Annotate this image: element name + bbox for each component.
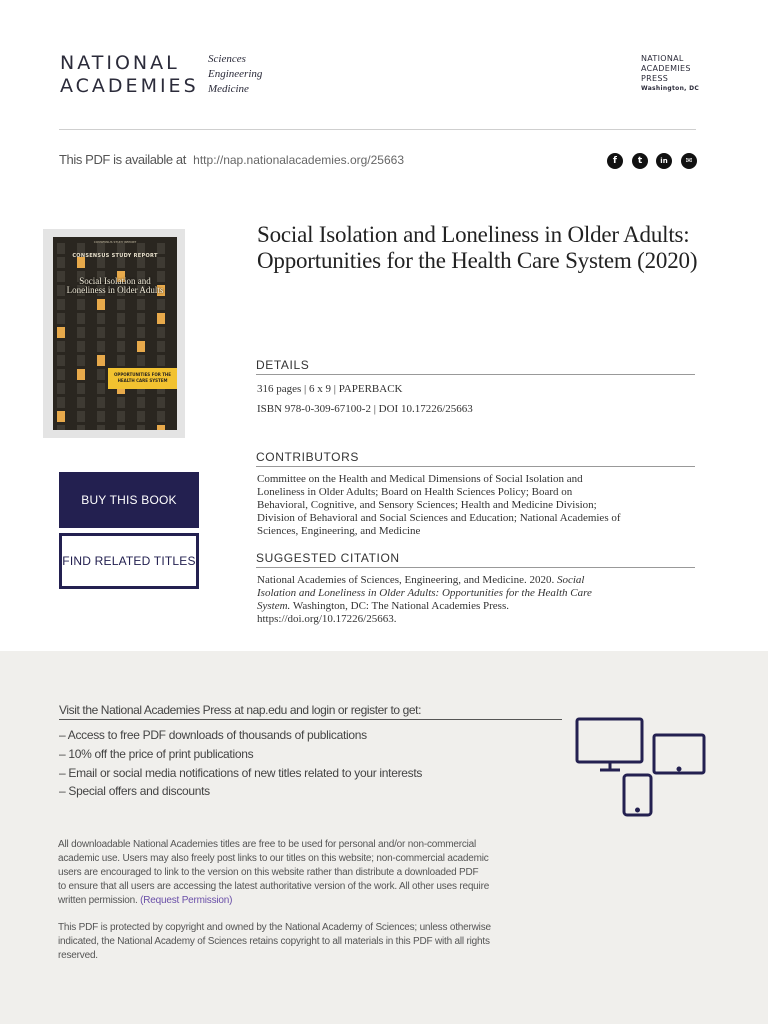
usage-terms-last: written permission. xyxy=(58,895,141,906)
cover-window xyxy=(137,313,145,324)
citation-line-1 xyxy=(257,574,592,587)
citation-line-3 xyxy=(257,600,592,613)
citation-publisher: Washington, DC: The National Academies Press. xyxy=(290,600,509,612)
copyright-line: indicated, the National Academy of Sciences retains copyright to all materials in this PDF with all rights xyxy=(58,936,490,947)
press-logo[interactable] xyxy=(641,54,699,94)
cover-window xyxy=(117,425,125,430)
cover-window xyxy=(77,383,85,394)
visit-nap-text: Visit the National Academies Press at nap.edu and login or register to get: xyxy=(59,703,422,717)
contributors-line: Committee on the Health and Medical Dimensions of Social Isolation and xyxy=(257,473,583,485)
contributors-text xyxy=(257,473,621,538)
press-location: Washington, DC xyxy=(641,85,700,92)
citation-authors: National Academies of Sciences, Engineering, and Medicine. 2020. xyxy=(257,574,557,586)
citation-doi[interactable]: https://doi.org/10.17226/25663. xyxy=(257,613,397,625)
copyright-line: reserved. xyxy=(58,950,98,961)
visit-divider xyxy=(59,719,562,720)
press-line-2: ACADEMIES xyxy=(641,64,691,73)
cover-window xyxy=(97,425,105,430)
cover-window xyxy=(97,327,105,338)
cover-window xyxy=(117,327,125,338)
citation-line-2 xyxy=(257,587,592,600)
cover-kicker: CONSENSUS STUDY REPORT xyxy=(93,240,137,244)
cover-window xyxy=(97,397,105,408)
cover-window xyxy=(117,397,125,408)
logo-line-1: NATIONAL xyxy=(60,52,180,74)
header-divider xyxy=(59,129,696,130)
copyright-notice xyxy=(58,921,573,963)
cover-window xyxy=(117,341,125,352)
benefit-item: – Email or social media notifications of new titles related to your interests xyxy=(59,766,423,780)
cover-window xyxy=(117,313,125,324)
cover-window xyxy=(97,299,105,310)
find-related-titles-label: FIND RELATED TITLES xyxy=(62,536,196,586)
cover-window xyxy=(157,425,165,430)
citation-title-part: Social xyxy=(556,574,585,586)
cover-window xyxy=(137,425,145,430)
citation-heading: SUGGESTED CITATION xyxy=(256,551,400,565)
cover-window xyxy=(157,397,165,408)
logo-sub-medicine: Medicine xyxy=(208,83,249,95)
logo-subtitle xyxy=(208,52,262,97)
cover-window xyxy=(157,313,165,324)
citation-title-part: System. xyxy=(257,600,291,612)
contributors-divider xyxy=(256,466,695,467)
cover-window xyxy=(57,327,65,338)
cover-window xyxy=(57,397,65,408)
cover-window xyxy=(97,369,105,380)
cover-window xyxy=(57,313,65,324)
citation-title-part: Isolation and Loneliness in Older Adults: Opportunities for the Health Care xyxy=(257,587,592,599)
cover-window xyxy=(57,369,65,380)
cover-window xyxy=(97,411,105,422)
copyright-line: This PDF is protected by copyright and owned by the National Academy of Sciences; unless otherwise xyxy=(58,922,491,933)
availability-label: This PDF is available at xyxy=(59,152,186,167)
press-line-1: NATIONAL xyxy=(641,54,684,63)
cover-window xyxy=(77,341,85,352)
cover-window xyxy=(57,341,65,352)
usage-terms-line: All downloadable National Academies titles are free to be used for personal and/or non-commercial xyxy=(58,839,477,850)
buy-this-book-button[interactable]: BUY THIS BOOK xyxy=(59,472,199,528)
cover-window xyxy=(97,313,105,324)
cover-window xyxy=(157,299,165,310)
details-isbn: ISBN 978-0-309-67100-2 | DOI 10.17226/25663 xyxy=(257,403,473,415)
cover-window xyxy=(137,411,145,422)
benefit-item: – Access to free PDF downloads of thousands of publications xyxy=(59,728,367,742)
usage-terms-line: to ensure that all users are accessing the latest authoritative version of the work. All other uses require xyxy=(58,881,490,892)
usage-terms-line: users are encouraged to link to the version on this website rather than distribute a downloaded PDF xyxy=(58,867,479,878)
contributors-line: Sciences, Engineering, and Medicine xyxy=(257,525,421,537)
cover-window xyxy=(77,299,85,310)
cover-window xyxy=(97,383,105,394)
tablet-icon xyxy=(654,735,704,773)
cover-window xyxy=(137,397,145,408)
citation-divider xyxy=(256,567,695,568)
find-related-titles-button[interactable] xyxy=(59,533,199,589)
cover-window xyxy=(57,299,65,310)
cover-window xyxy=(117,411,125,422)
cover-series: CONSENSUS STUDY REPORT xyxy=(72,253,158,259)
citation-text xyxy=(257,574,592,626)
press-line-3: PRESS xyxy=(641,74,669,83)
cover-window xyxy=(77,327,85,338)
contributors-line: Division of Behavioral and Social Sciences and Education; National Academies of xyxy=(257,512,621,524)
monitor-icon xyxy=(577,719,642,770)
cover-window xyxy=(97,355,105,366)
contributors-line: Loneliness in Older Adults; Board on Health Sciences Policy; Board on xyxy=(257,486,573,498)
logo-line-2: ACADEMIES xyxy=(60,75,199,97)
usage-terms xyxy=(58,838,573,908)
devices-illustration xyxy=(572,714,712,820)
national-academies-logo[interactable] xyxy=(60,52,199,98)
cover-window xyxy=(117,355,125,366)
cover-window xyxy=(77,411,85,422)
benefit-item: – Special offers and discounts xyxy=(59,784,210,798)
cover-window xyxy=(97,341,105,352)
book-title: Social Isolation and Loneliness in Older Adults: Opportunities for the Health Care System (2020) xyxy=(257,222,698,273)
book-cover[interactable] xyxy=(53,237,177,430)
benefit-item: – 10% off the price of print publications xyxy=(59,747,254,761)
cover-window xyxy=(157,327,165,338)
cover-window xyxy=(57,383,65,394)
cover-window xyxy=(157,355,165,366)
details-heading: DETAILS xyxy=(256,358,310,372)
phone-icon xyxy=(624,775,651,815)
email-icon[interactable]: ✉ xyxy=(681,153,697,169)
usage-terms-line xyxy=(58,894,573,908)
cover-window xyxy=(137,341,145,352)
facebook-icon[interactable]: f xyxy=(607,153,623,169)
cover-window xyxy=(77,397,85,408)
availability-line xyxy=(59,152,404,167)
cover-window xyxy=(137,355,145,366)
contributors-line: Behavioral, Cognitive, and Sensory Sciences; Health and Medicine Division; xyxy=(257,499,597,511)
cover-title: Social Isolation and Loneliness in Older Adults xyxy=(66,276,164,295)
cover-window xyxy=(57,411,65,422)
cover-window xyxy=(137,327,145,338)
cover-window xyxy=(137,299,145,310)
cover-window xyxy=(157,341,165,352)
request-permission-link[interactable]: (Request Permission) xyxy=(140,895,233,906)
linkedin-icon[interactable]: in xyxy=(656,153,672,169)
cover-window xyxy=(77,369,85,380)
availability-url[interactable]: http://nap.nationalacademies.org/25663 xyxy=(193,153,404,167)
cover-window xyxy=(77,425,85,430)
cover-band: OPPORTUNITIES FOR THE HEALTH CARE SYSTEM xyxy=(108,368,177,389)
cover-window xyxy=(77,313,85,324)
details-divider xyxy=(256,374,695,375)
cover-window xyxy=(117,299,125,310)
contributors-heading: CONTRIBUTORS xyxy=(256,450,359,464)
usage-terms-line: academic use. Users may also freely post links to our titles on this website; non-commercial academic xyxy=(58,853,489,864)
cover-window xyxy=(57,355,65,366)
logo-sub-engineering: Engineering xyxy=(208,68,263,80)
cover-window xyxy=(57,425,65,430)
cover-window xyxy=(77,355,85,366)
logo-sub-sciences: Sciences xyxy=(208,53,246,65)
twitter-icon[interactable]: t xyxy=(632,153,648,169)
details-pages: 316 pages | 6 x 9 | PAPERBACK xyxy=(257,383,403,395)
cover-window xyxy=(157,411,165,422)
